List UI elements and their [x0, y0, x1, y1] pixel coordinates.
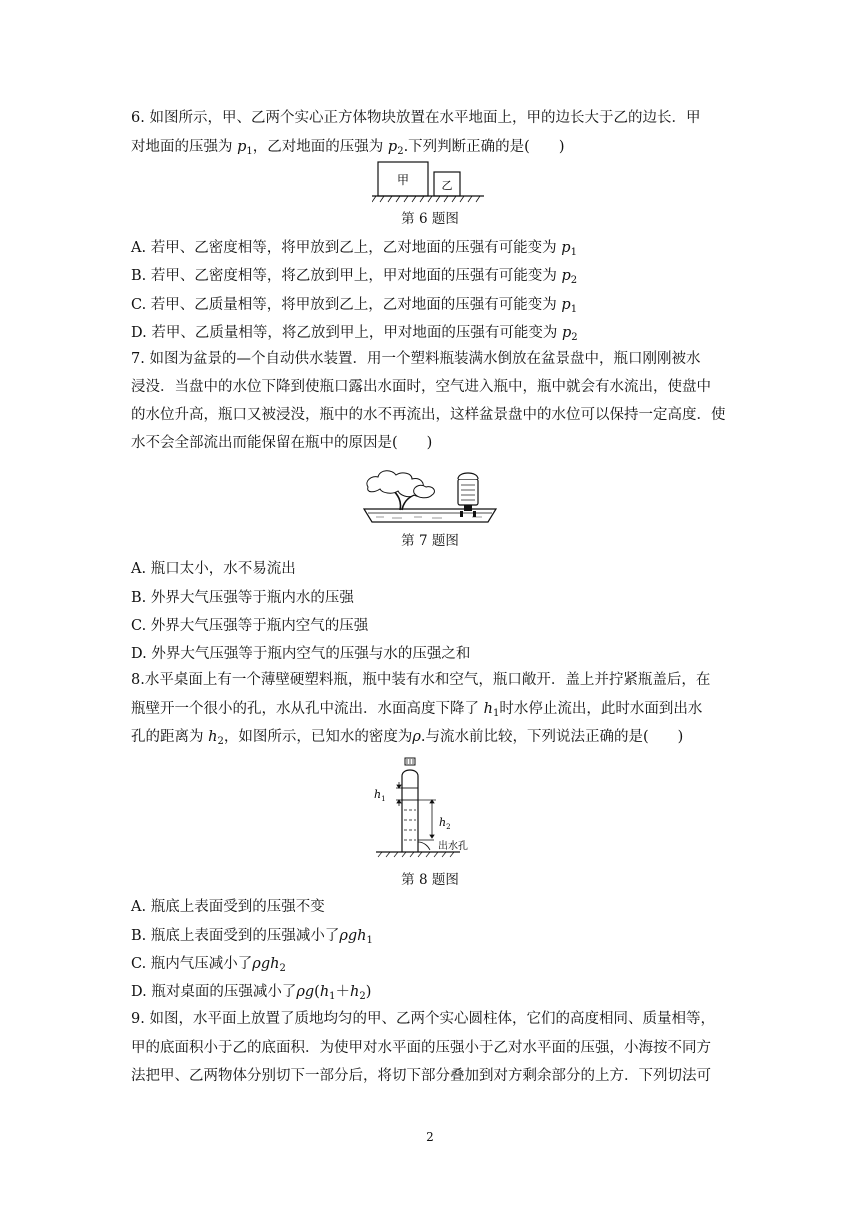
- q6-option-b: B. 若甲、乙密度相等，将乙放到甲上，甲对地面的压强有可能变为 $p_2$: [131, 268, 578, 286]
- water-dashes: [404, 810, 416, 840]
- q8-option-a: A. 瓶底上表面受到的压强不变: [131, 899, 325, 915]
- q6-line-1: 6. 如图所示，甲、乙两个实心正方体物块放置在水平地面上，甲的边长大于乙的边长．甲: [131, 110, 701, 126]
- fig-h2-label: $h_2$: [439, 816, 451, 831]
- q6-caption: 第 6 题图: [401, 211, 459, 227]
- q7-option-b: B. 外界大气压强等于瓶内水的压强: [131, 590, 354, 606]
- q8-line-1: 8.水平桌面上有一个薄壁硬塑料瓶，瓶中装有水和空气，瓶口敞开．盖上并拧紧瓶盖后，在: [131, 672, 711, 688]
- table-hatch: [378, 852, 454, 857]
- q6-option-d: D. 若甲、乙质量相等，将乙放到甲上，甲对地面的压强有可能变为 $p_2$: [131, 325, 578, 343]
- q7-line-2: 浸没．当盘中的水位下降到使瓶口露出水面时，空气进入瓶中，瓶中就会有水流出，使盘中: [131, 379, 711, 395]
- bottle-neck: [464, 505, 472, 511]
- bottle-stand-left: [460, 511, 463, 517]
- block-yi-label: 乙: [441, 179, 453, 192]
- fig-h1-label: $h_1$: [374, 788, 386, 803]
- q7-option-c: C. 外界大气压强等于瓶内空气的压强: [131, 618, 369, 634]
- q9-line-1: 9. 如图，水平面上放置了质地均匀的甲、乙两个实心圆柱体，它们的高度相同、质量相等，: [131, 1011, 715, 1027]
- q8-option-c: C. 瓶内气压减小了ρgh$_2$: [131, 956, 286, 974]
- bottle-top: [458, 473, 478, 479]
- q9-line-3: 法把甲、乙两物体分别切下一部分后，将切下部分叠加到对方剩余部分的上方．下列切法可: [131, 1068, 711, 1084]
- q6-line-2: 对地面的压强为 $p_1$，乙对地面的压强为 $p_2$.下列判断正确的是( ): [131, 139, 565, 157]
- ground-hatch: [372, 196, 480, 202]
- q7-line-3: 的水位升高，瓶口又被浸没，瓶中的水不再流出，这样盆景盘中的水位可以保持一定高度．使: [131, 407, 726, 423]
- q6-option-c: C. 若甲、乙质量相等，将甲放到乙上，乙对地面的压强有可能变为 $p_1$: [131, 297, 578, 315]
- bottle-body: [458, 479, 478, 505]
- block-jia-label: 甲: [396, 173, 410, 187]
- q7-line-4: 水不会全部流出而能保留在瓶中的原因是( ): [131, 435, 433, 451]
- q8-figure: [370, 756, 490, 860]
- tray: [364, 509, 496, 522]
- q8-caption: 第 8 题图: [401, 872, 459, 888]
- q8-option-d: D. 瓶对桌面的压强减小了$\rho g(h_1+h_2)$: [131, 984, 372, 1002]
- q6-figure: [372, 160, 487, 204]
- fig-hole-label: 出水孔: [438, 841, 468, 852]
- q8-option-b: B. 瓶底上表面受到的压强减小了ρgh$_1$: [131, 928, 373, 946]
- q7-line-1: 7. 如图为盆景的—个自动供水装置．用一个塑料瓶装满水倒放在盆景盘中，瓶口刚刚被水: [131, 351, 701, 367]
- page-number: 2: [426, 1130, 434, 1144]
- h1-dimension: [396, 782, 402, 806]
- q8-line-3: 孔的距离为 $h_2$，如图所示，已知水的密度为ρ.与流水前比较，下列说法正确的是( ): [131, 729, 684, 747]
- q6-option-a: A. 若甲、乙密度相等，将甲放到乙上，乙对地面的压强有可能变为 $p_1$: [131, 240, 577, 258]
- bonsai-foliage-right: [414, 485, 435, 497]
- q7-option-d: D. 外界大气压强等于瓶内空气的压强与水的压强之和: [131, 646, 471, 662]
- bottle-stand-right: [473, 511, 476, 517]
- q7-option-a: A. 瓶口太小，水不易流出: [131, 561, 296, 577]
- q7-figure: [362, 463, 498, 525]
- q7-caption: 第 7 题图: [401, 533, 459, 549]
- h2-dimension: [418, 800, 436, 838]
- water-jet: [418, 842, 430, 850]
- q8-line-2: 瓶壁开一个很小的孔，水从孔中流出．水面高度下降了 $h_1$时水停止流出，此时水面到出水: [131, 701, 703, 719]
- q9-line-2: 甲的底面积小于乙的底面积．为使甲对水平面的压强小于乙对水平面的压强，小海按不同方: [131, 1040, 711, 1056]
